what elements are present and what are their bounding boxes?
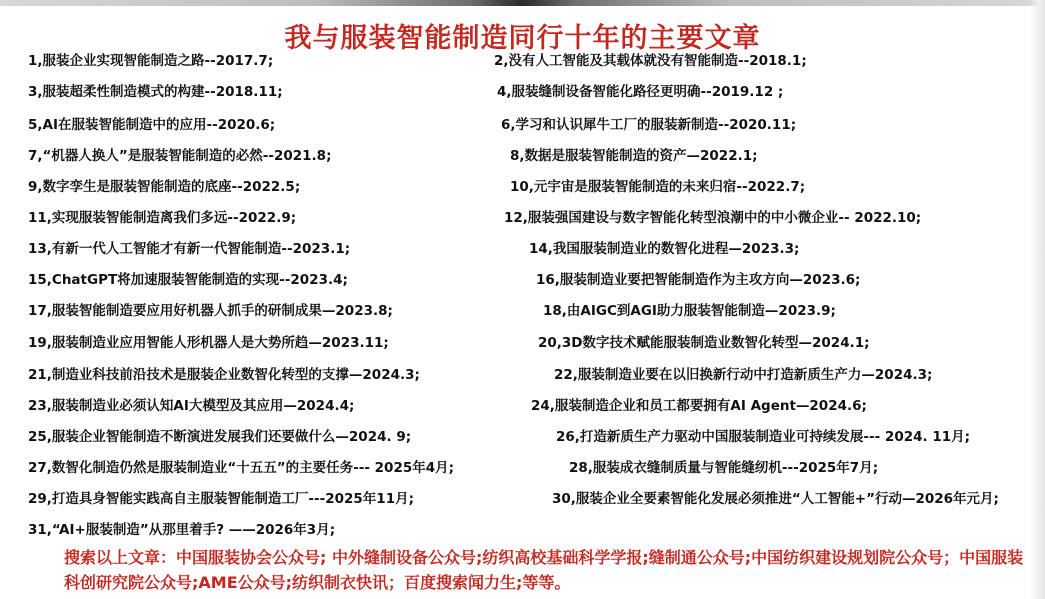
article-item-23: 23,服装制造业必须认知AI大模型及其应用—2024.4; [28, 398, 355, 414]
article-item-10: 10,元宇宙是服装智能制造的未来归宿--2022.7; [510, 179, 806, 195]
article-item-20: 20,3D数字技术赋能服装制造业数智化转型—2024.1; [538, 335, 870, 351]
article-item-4: 4,服装缝制设备智能化路径更明确--2019.12 ; [497, 84, 784, 100]
article-item-2: 2,没有人工智能及其载体就没有智能制造--2018.1; [494, 53, 807, 69]
article-item-3: 3,服装超柔性制造模式的构建--2018.11; [28, 84, 283, 100]
article-item-27: 27,数智化制造仍然是服装制造业“十五五”的主要任务--- 2025年4月; [28, 460, 455, 476]
article-item-21: 21,制造业科技前沿技术是服装企业数智化转型的支撑—2024.3; [28, 367, 420, 383]
article-item-17: 17,服装智能制造要应用好机器人抓手的研制成果—2023.8; [28, 303, 393, 319]
right-edge-shadow [1029, 0, 1045, 599]
article-item-26: 26,打造新质生产力驱动中国服装制造业可持续发展--- 2024. 11月; [556, 429, 971, 445]
article-item-13: 13,有新一代人工智能才有新一代智能制造--2023.1; [28, 241, 351, 257]
article-item-8: 8,数据是服装智能制造的资产—2022.1; [510, 148, 758, 164]
page-title: 我与服装智能制造同行十年的主要文章 [284, 23, 761, 54]
article-item-18: 18,由AIGC到AGI助力服装智能制造—2023.9; [543, 303, 836, 319]
article-item-19: 19,服装制造业应用智能人形机器人是大势所趋—2023.11; [28, 335, 389, 351]
article-item-22: 22,服装制造业要在以旧换新行动中打造新质生产力—2024.3; [554, 367, 933, 383]
article-item-9: 9,数字孪生是服装智能制造的底座--2022.5; [28, 179, 301, 195]
article-item-14: 14,我国服装制造业的数智化进程—2023.3; [529, 241, 800, 257]
article-item-28: 28,服装成衣缝制质量与智能缝纫机---2025年7月; [569, 460, 879, 476]
article-item-30: 30,服装企业全要素智能化发展必须推进“人工智能+”行动—2026年元月; [552, 491, 999, 507]
article-item-11: 11,实现服装智能制造离我们多远--2022.9; [28, 210, 297, 226]
article-item-5: 5,AI在服装智能制造中的应用--2020.6; [28, 117, 276, 133]
article-item-15: 15,ChatGPT将加速服装智能制造的实现--2023.4; [28, 272, 348, 288]
article-item-1: 1,服装企业实现智能制造之路--2017.7; [28, 53, 274, 69]
article-item-24: 24,服装制造企业和员工都要拥有AI Agent—2024.6; [531, 398, 867, 414]
article-item-7: 7,“机器人换人”是服装智能制造的必然--2021.8; [28, 148, 332, 164]
article-item-31: 31,“AI+服装制造”从那里着手? ——2026年3月; [28, 522, 336, 538]
article-item-12: 12,服装强国建设与数字智能化转型浪潮中的中小微企业-- 2022.10; [504, 210, 922, 226]
article-item-6: 6,学习和认识犀牛工厂的服装新制造--2020.11; [501, 117, 797, 133]
sources-note: 搜索以上文章：中国服装协会公众号; 中外缝制设备公众号;纺织高校基础科学学报;缝制通公众号;中国纺织建设规划院公众号；中国服装科创研究院公众号;AME公众号;纺织制衣快讯；百度搜索闻力生;等等。 [64, 548, 1024, 592]
article-item-29: 29,打造具身智能实践高自主服装智能制造工厂---2025年11月; [28, 491, 414, 507]
article-item-16: 16,服装制造业要把智能制造作为主攻方向—2023.6; [536, 272, 861, 288]
article-item-25: 25,服装企业智能制造不断演进发展我们还要做什么—2024. 9; [28, 429, 412, 445]
top-edge-shadow [0, 0, 1045, 6]
